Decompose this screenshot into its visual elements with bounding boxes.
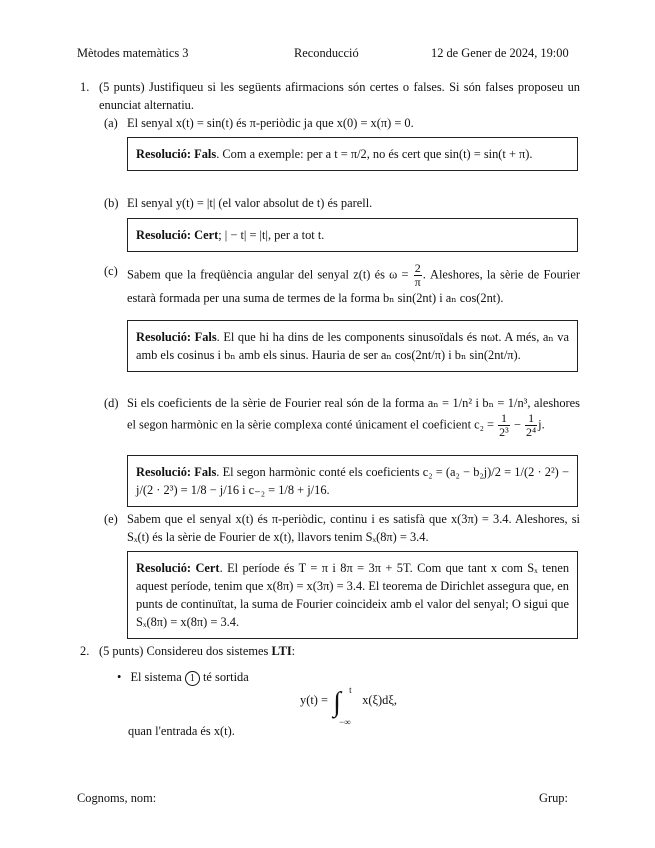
bullet-text-post: té sortida [202, 670, 249, 684]
bullet-item-system-1 [117, 668, 249, 686]
minus-sign: − [513, 417, 521, 432]
integral-upper-limit: t [349, 685, 352, 695]
circled-number: 1 [185, 671, 200, 686]
item-a [104, 114, 580, 132]
bullet-text-pre: El sistema [130, 670, 182, 684]
fraction-numerator: 1 [525, 412, 537, 426]
lti-label: LTI [271, 644, 292, 658]
item-d-text-2: j. [538, 417, 545, 432]
fraction-denominator: 2⁴ [525, 425, 537, 439]
fraction-numerator: 1 [498, 412, 510, 426]
item-d-text-1: Si els coeficients de la sèrie de Fourier real són de la forma aₙ = 1/n² i bₙ = 1/n³, aleshores el segon harmònic en la sèrie complexa conté únicament el coeficient c₂ = [127, 396, 580, 432]
question-2-intro [99, 642, 580, 660]
resolution-label: Resolució: Fals [136, 147, 217, 161]
resolution-label: Resolució: Cert [136, 228, 219, 242]
item-c-text-1: Sabem que la freqüència angular del senyal z(t) és ω = [127, 267, 409, 282]
item-label: (a) [104, 116, 118, 130]
equation-lhs: y(t) = [300, 693, 328, 707]
resolution-label: Resolució: Fals [136, 465, 217, 479]
resolution-text: . El període és T = π i 8π = 3π + 5T. Com que tant x com Sₓ tenen aquest període, tenim que x(8π) = x(3π) = 3.4. El teorema de Dirichlet assegura que, en punts de continuïtat, la suma de Fourier coincideix amb el valor del senyal; O sigui que Sₓ(8π) = x(8π) = 3.4. [136, 561, 570, 629]
equation-rhs: x(ξ)dξ, [362, 693, 397, 707]
item-a-text: El senyal x(t) = sin(t) és π-periòdic ja que x(0) = x(π) = 0. [127, 116, 414, 130]
item-c-text-2: . Aleshores, la sèrie de Fourier estarà formada per una suma de termes de la forma bₙ sin(2nt) i aₙ cos(2nt). [127, 267, 580, 305]
item-label: (b) [104, 196, 119, 210]
item-e [104, 510, 580, 546]
resolution-text: ; | − t| = |t|, per a tot t. [218, 228, 325, 242]
item-label: (d) [104, 396, 119, 410]
resolution-a [127, 137, 578, 171]
bullet-icon: • [117, 670, 122, 684]
question-2 [80, 642, 580, 660]
fraction-2 [525, 412, 537, 439]
question-number: 1. [80, 80, 90, 94]
item-e-text: Sabem que el senyal x(t) és π-periòdic, continu i es satisfà que x(3π) = 3.4. Aleshores, si Sₓ(t) és la sèrie de Fourier de x(t), llavors tenim Sₓ(8π) = 3.4. [127, 512, 580, 544]
resolution-text: . Com a exemple: per a t = π/2, no és cert que sin(t) = sin(t + π). [216, 147, 533, 161]
fraction-denominator: π [414, 275, 421, 289]
question-number: 2. [80, 644, 90, 658]
integral-equation [300, 685, 397, 725]
item-d [104, 394, 580, 439]
header-type: Reconducció [294, 46, 359, 60]
integral-sign [331, 685, 359, 725]
footer-group-label: Grup: [539, 791, 568, 805]
item-label: (c) [104, 264, 118, 278]
integral-lower-limit: −∞ [339, 717, 351, 727]
question-1-intro: (5 punts) Justifiqueu si les següents afirmacions són certes o falses. Si són falses proposeu un enunciat alternatiu. [99, 80, 580, 112]
resolution-text: . El que hi ha dins de les components sinusoïdals és nωt. A més, aₙ va amb els cosinus i bₙ amb els sinus. Hauria de ser aₙ cos(2nt/π) i bₙ sin(2nt/π). [136, 330, 569, 362]
header-date: 12 de Gener de 2024, 19:00 [431, 46, 569, 60]
resolution-text: . El segon harmònic conté els coeficients c₂ = (a₂ − b₂j)/2 = 1/(2 · 2²) − j/(2 · 2³) = 1/8 − j/16 i c₋₂ = 1/8 + j/16. [136, 465, 569, 497]
fraction-denominator: 2³ [499, 425, 509, 439]
item-d-text [127, 394, 580, 439]
item-b-text: El senyal y(t) = |t| (el valor absolut de t) és parell. [127, 196, 373, 210]
item-c-text [127, 262, 580, 307]
resolution-c [127, 320, 578, 372]
resolution-b [127, 218, 578, 252]
item-b [104, 194, 580, 212]
question-1 [80, 78, 580, 114]
integral-symbol: ∫ [333, 687, 341, 718]
fraction-numerator: 2 [414, 261, 421, 275]
resolution-e [127, 551, 578, 639]
header-course: Mètodes matemàtics 3 [77, 46, 189, 60]
item-label: (e) [104, 512, 118, 526]
resolution-d [127, 455, 578, 507]
footer-name-label: Cognoms, nom: [77, 791, 157, 805]
fraction-1 [498, 412, 510, 439]
question-2-intro-text: (5 punts) Considereu dos sistemes [99, 644, 269, 658]
bullet-after-text: quan l'entrada és x(t). [128, 724, 235, 738]
resolution-label: Resolució: Cert [136, 561, 220, 575]
intro-colon: : [291, 644, 296, 658]
item-c [104, 262, 580, 307]
fraction [414, 262, 422, 289]
resolution-label: Resolució: Fals [136, 330, 217, 344]
